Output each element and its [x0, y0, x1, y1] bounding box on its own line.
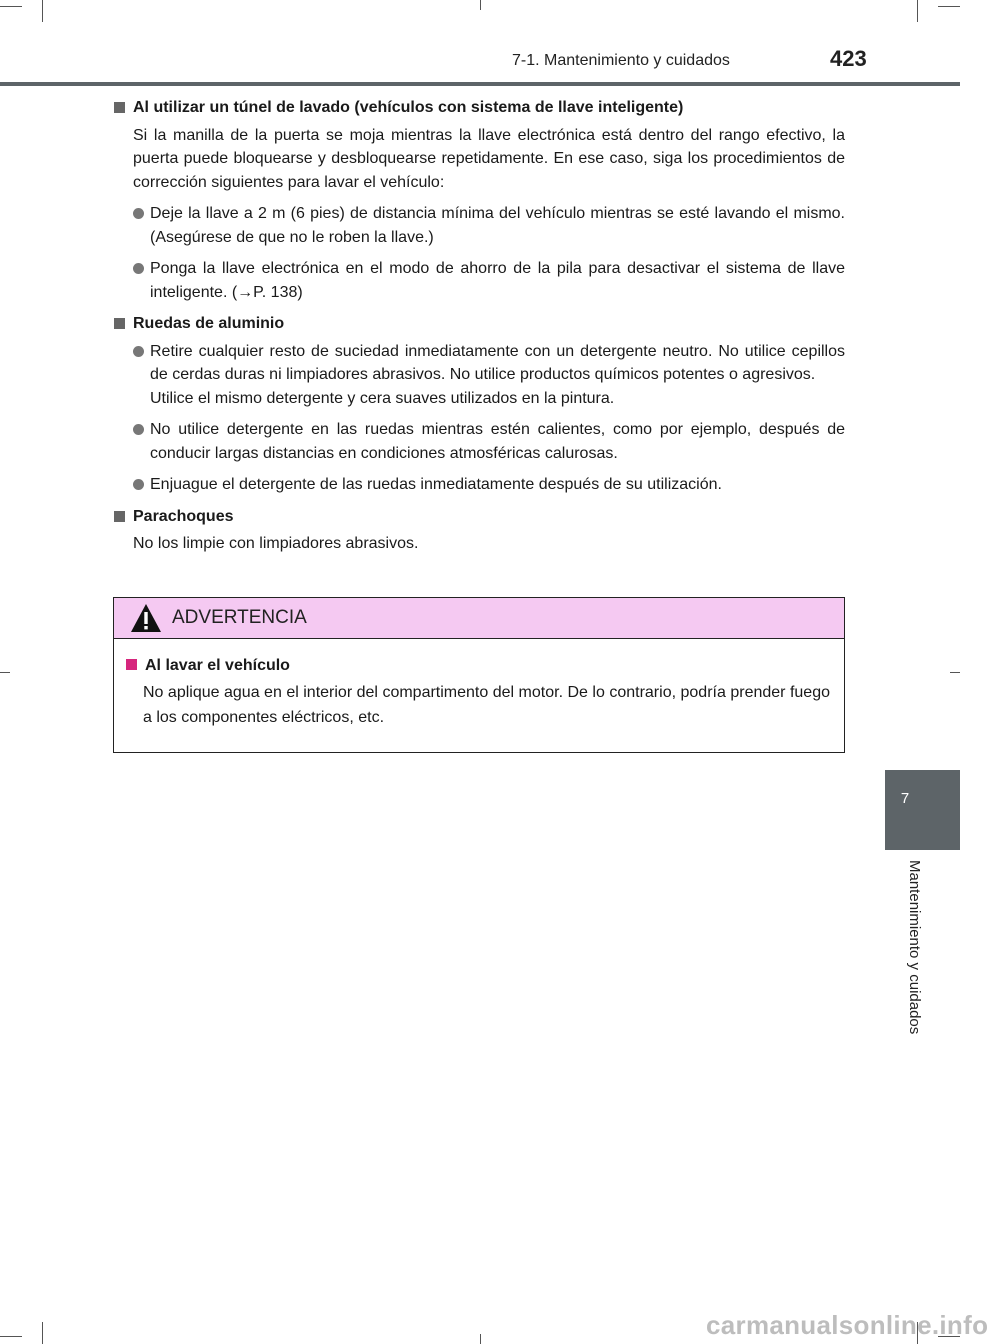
list-item: Deje la llave a 2 m (6 pies) de distancia mínima del vehículo mientras se esté lavando el mismo. (Asegúrese de que no le roben la llave.)	[133, 202, 845, 249]
square-bullet-icon	[114, 511, 125, 522]
round-bullet-icon	[133, 346, 144, 357]
square-bullet-icon	[114, 102, 125, 113]
list-item: Ponga la llave electrónica en el modo de ahorro de la pila para desactivar el sistema de llave inteligente. (→P. 138)	[133, 257, 845, 304]
paragraph: Si la manilla de la puerta se moja mientras la llave electrónica está dentro del rango efectivo, la puerta puede bloquearse y desbloquearse repetidamente. En ese caso, siga los procedimientos de corrección siguientes para lavar el vehículo:	[133, 126, 845, 191]
square-bullet-icon	[126, 659, 137, 670]
crop-mark	[42, 0, 43, 22]
list-item: Enjuague el detergente de las ruedas inmediatamente después de su utilización.	[133, 473, 845, 497]
chapter-label: Mantenimiento y cuidados	[906, 860, 923, 1035]
crop-mark	[950, 672, 960, 673]
paragraph: No los limpie con limpiadores abrasivos.	[133, 535, 419, 552]
main-content	[113, 96, 845, 564]
chapter-tab	[885, 770, 960, 850]
crop-mark	[0, 672, 10, 673]
warning-header	[114, 598, 844, 639]
section-heading: Ruedas de aluminio	[113, 312, 845, 336]
chapter-number: 7	[900, 790, 910, 807]
warning-box	[113, 597, 845, 753]
round-bullet-icon	[133, 479, 144, 490]
round-bullet-icon	[133, 263, 144, 274]
crop-mark	[480, 1334, 481, 1344]
page-number: 423	[830, 46, 867, 71]
crop-mark	[0, 1336, 22, 1337]
crop-mark	[480, 0, 481, 10]
warning-text: No aplique agua en el interior del compartimento del motor. De lo contrario, podría prender fuego a los componentes eléctricos, etc.	[143, 684, 830, 726]
list-item: Retire cualquier resto de suciedad inmediatamente con un detergente neutro. No utilice cepillos de cerdas duras ni limpiadores abrasivos. No utilice productos químicos potentes o agresivos. Utilice el mismo detergente y cera suaves utilizados en la pintura.	[133, 340, 845, 411]
watermark: carmanualsonline.info	[706, 1310, 988, 1340]
warning-title: ADVERTENCIA	[172, 607, 307, 628]
header-rule	[0, 82, 960, 86]
warning-body	[114, 639, 844, 730]
list-item: No utilice detergente en las ruedas mientras estén calientes, como por ejemplo, después de conducir largas distancias en condiciones atmosféricas calurosas.	[133, 418, 845, 465]
warning-triangle-icon	[130, 603, 162, 633]
square-bullet-icon	[114, 318, 125, 329]
section-heading: Parachoques	[113, 505, 845, 529]
crop-mark	[42, 1322, 43, 1344]
crop-mark	[917, 0, 918, 22]
round-bullet-icon	[133, 424, 144, 435]
section-title: 7-1. Mantenimiento y cuidados	[512, 52, 730, 69]
warning-heading: Al lavar el vehículo	[125, 653, 830, 678]
crop-mark	[938, 6, 960, 7]
crop-mark	[0, 6, 22, 7]
round-bullet-icon	[133, 208, 144, 219]
section-heading: Al utilizar un túnel de lavado (vehículos con sistema de llave inteligente)	[113, 96, 845, 120]
